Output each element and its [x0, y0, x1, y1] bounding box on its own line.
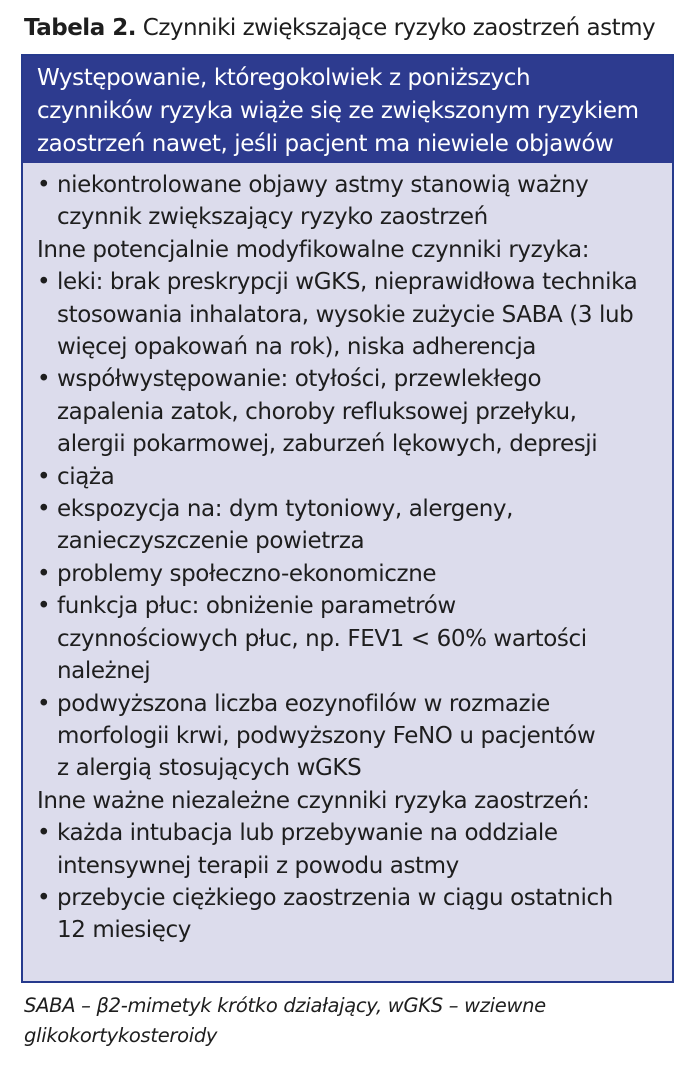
- item-line: alergii pokarmowej, zaburzeń lękowych, depresji: [57, 431, 598, 458]
- footnote-line: glikokortykosteroidy: [24, 1024, 218, 1047]
- list-item: [37, 558, 662, 590]
- footnote-line: SABA – β2-mimetyk krótko działający, wGKS – wziewne: [24, 994, 546, 1017]
- item-line: więcej opakowań na rok), niska adherencja: [57, 334, 536, 361]
- item-line: czynnik zwiększający ryzyko zaostrzeń: [57, 204, 488, 231]
- header-line: zaostrzeń nawet, jeśli pacjent ma niewiele objawów: [37, 131, 614, 157]
- group-independent: [37, 817, 662, 947]
- item-line: współwystępowanie: otyłości, przewlekłego: [57, 366, 542, 393]
- item-line: morfologii krwi, podwyższony FeNO u pacjentów: [57, 722, 596, 749]
- table-caption-text: Czynniki zwiększające ryzyko zaostrzeń astmy: [142, 15, 656, 41]
- bullet-icon: •: [37, 560, 51, 587]
- bullet-icon: •: [37, 690, 51, 717]
- list-item: [37, 169, 662, 234]
- item-line: zapalenia zatok, choroby refluksowej przełyku,: [57, 398, 577, 425]
- bullet-icon: •: [37, 884, 51, 911]
- list-item: [37, 590, 662, 687]
- header-line: czynników ryzyka wiąże się ze zwiększonym ryzykiem: [37, 98, 639, 124]
- group-heading-independent: Inne ważne niezależne czynniki ryzyka zaostrzeń:: [37, 787, 590, 814]
- item-line: leki: brak preskrypcji wGKS, nieprawidłowa technika: [57, 269, 638, 296]
- item-line: zanieczyszczenie powietrza: [57, 528, 365, 555]
- bullet-icon: •: [37, 496, 51, 523]
- group-modifiable: [37, 266, 662, 785]
- bullet-icon: •: [37, 463, 51, 490]
- item-line: ciąża: [57, 463, 115, 490]
- table-footnote: [24, 991, 546, 1051]
- list-item: [37, 817, 662, 882]
- item-line: 12 miesięcy: [57, 917, 191, 944]
- list-item: [37, 493, 662, 558]
- item-line: przebycie ciężkiego zaostrzenia w ciągu ostatnich: [57, 884, 613, 911]
- item-line: ekspozycja na: dym tytoniowy, alergeny,: [57, 496, 514, 523]
- item-line: intensywnej terapii z powodu astmy: [57, 852, 459, 879]
- item-line: z alergią stosujących wGKS: [57, 755, 362, 782]
- item-line: należnej: [57, 658, 151, 685]
- table-body: [23, 163, 672, 947]
- list-item: [37, 882, 662, 947]
- header-line: Występowanie, któregokolwiek z poniższych: [37, 65, 531, 91]
- table-header: [23, 56, 672, 163]
- item-line: podwyższona liczba eozynofilów w rozmazie: [57, 690, 550, 717]
- list-item: [37, 688, 662, 785]
- item-line: czynnościowych płuc, np. FEV1 < 60% wartości: [57, 625, 587, 652]
- bullet-icon: •: [37, 366, 51, 393]
- item-line: problemy społeczno-ekonomiczne: [57, 560, 437, 587]
- group-heading-modifiable: Inne potencjalnie modyfikowalne czynniki ryzyka:: [37, 236, 590, 263]
- list-item: [37, 363, 662, 460]
- list-item: [37, 266, 662, 363]
- bullet-icon: •: [37, 172, 51, 198]
- bullet-icon: •: [37, 820, 51, 847]
- risk-factors-table: [21, 54, 674, 983]
- bullet-icon: •: [37, 593, 51, 620]
- table-caption: [24, 14, 655, 42]
- item-line: stosowania inhalatora, wysokie zużycie SABA (3 lub: [57, 301, 634, 328]
- item-line: każda intubacja lub przebywanie na oddziale: [57, 820, 558, 847]
- list-item: [37, 461, 662, 493]
- group-uncontrolled: [37, 169, 662, 234]
- item-line: niekontrolowane objawy astmy stanowią ważny: [57, 172, 589, 198]
- table-caption-label: Tabela 2.: [24, 15, 136, 41]
- item-line: funkcja płuc: obniżenie parametrów: [57, 593, 456, 620]
- bullet-icon: •: [37, 269, 51, 296]
